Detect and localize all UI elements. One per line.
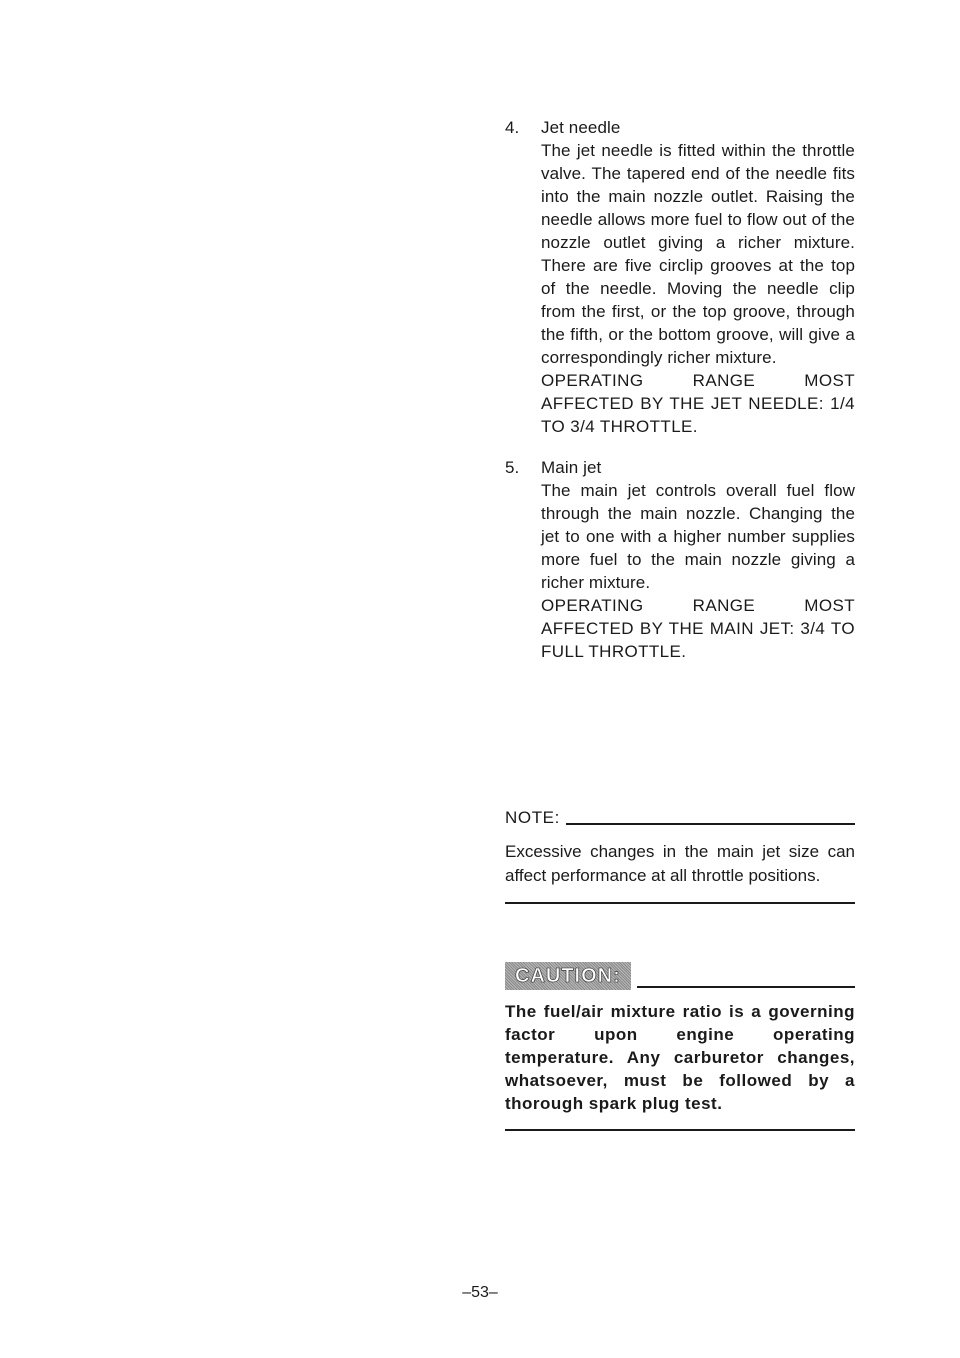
item-number: 5. <box>505 458 520 477</box>
page-number: –53– <box>462 1284 498 1301</box>
item-operating-range: OPERATING RANGE MOST AFFECTED BY THE JET NEEDLE: 1/4 TO 3/4 THROTTLE. <box>541 371 855 436</box>
caution-label: CAUTION: <box>505 962 631 990</box>
list-item-main-jet <box>505 456 855 663</box>
item-body: The jet needle is fitted within the throttle valve. The tapered end of the needle fits into the main nozzle outlet. Raising the needle allows more fuel to flow out of the nozzle outlet giving a richer mixture. There are five circlip grooves at the top of the needle. Moving the needle clip from the first, or the top groove, through the fifth, or the bottom groove, will give a correspondingly richer mixture. <box>541 141 855 367</box>
caution-header <box>505 962 855 990</box>
item-title: Main jet <box>541 458 602 477</box>
item-body: The main jet controls overall fuel flow through the main nozzle. Changing the jet to one with a higher number supplies more fuel to the main nozzle giving a richer mixture. <box>541 481 855 592</box>
item-number: 4. <box>505 118 520 137</box>
note-bottom-rule <box>505 902 855 904</box>
caution-box <box>505 962 855 1131</box>
item-operating-range: OPERATING RANGE MOST AFFECTED BY THE MAIN JET: 3/4 TO FULL THROTTLE. <box>541 596 855 661</box>
caution-header-rule <box>637 986 855 988</box>
note-header-rule <box>566 823 855 825</box>
item-title: Jet needle <box>541 118 621 137</box>
note-box <box>505 808 855 904</box>
list-item-jet-needle <box>505 116 855 438</box>
note-header <box>505 808 855 828</box>
caution-bottom-rule <box>505 1129 855 1131</box>
caution-text: The fuel/air mixture ratio is a governing factor upon engine operating temperature. Any carburetor changes, whatsoever, must be followed by a thorough spark plug test. <box>505 1002 855 1113</box>
note-text: Excessive changes in the main jet size can affect performance at all throttle positions. <box>505 842 855 885</box>
note-label: NOTE: <box>505 808 560 827</box>
